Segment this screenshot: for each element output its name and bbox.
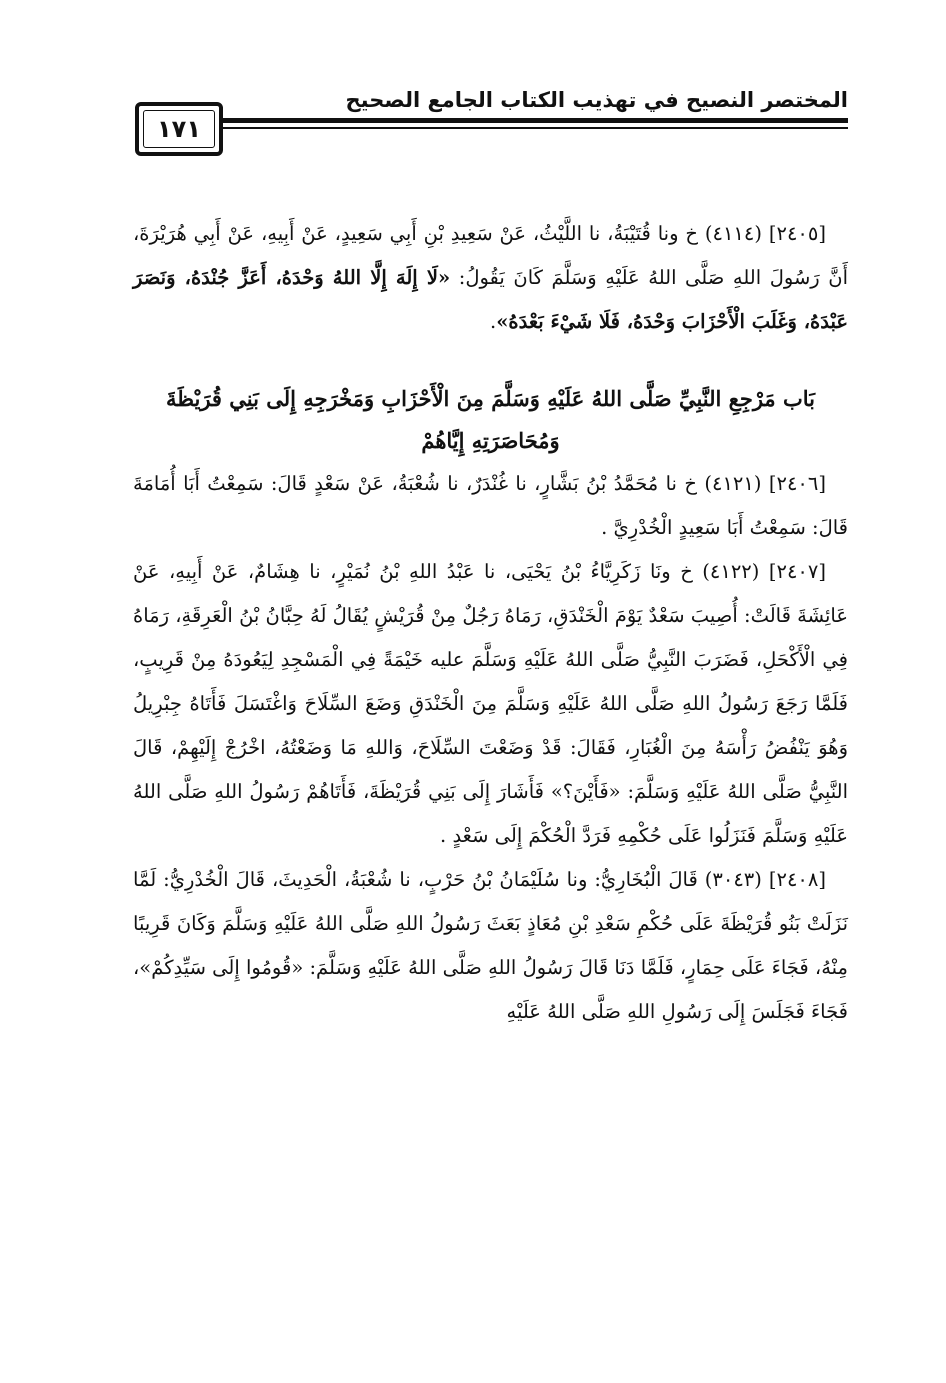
chapter-heading (133, 378, 848, 462)
page-number: ١٧١ (157, 115, 201, 143)
chapter-heading-line-2: وَمُحَاصَرَتِهِ إِيَّاهُمْ (421, 428, 560, 453)
hadith-2407: [٢٤٠٧] (٤١٢٢) خ ونَا زَكَرِيَّاءُ بْنُ يَحْيَى، نا عَبْدُ اللهِ بْنُ نُمَيْرٍ، نا هِشَامٌ، عَنْ أَبِيهِ، عَنْ عَائِشَةَ قَالَتْ: أُصِيبَ سَعْدٌ يَوْمَ الْخَنْدَقِ، رَمَاهُ رَجُلٌ مِنْ قُرَيْشٍ يُقَالُ لَهُ حِبَّانُ بْنُ الْعَرِقَةِ، رَمَاهُ فِي الْأَكْحَلِ، فَضَرَبَ النَّبِيُّ صَلَّى اللهُ عَلَيْهِ وَسَلَّمَ عليه خَيْمَةً فِي الْمَسْجِدِ لِيَعُودَهُ مِنْ قَرِيبٍ، فَلَمَّا رَجَعَ رَسُولُ اللهِ صَلَّى اللهُ عَلَيْهِ وَسَلَّمَ مِنَ الْخَنْدَقِ وَضَعَ السِّلَاحَ وَاغْتَسَلَ فَأَتَاهُ جِبْرِيلُ وَهُوَ يَنْفُضُ رَأْسَهُ مِنَ الْغُبَارِ، فَقَالَ: قَدْ وَضَعْتَ السِّلَاحَ، وَاللهِ مَا وَضَعْتُهُ، اخْرُجْ إِلَيْهِمْ، قَالَ النَّبِيُّ صَلَّى اللهُ عَلَيْهِ وَسَلَّمَ: «فَأَيْنَ؟» فَأَشَارَ إِلَى بَنِي قُرَيْظَةَ، فَأَتَاهُمْ رَسُولُ اللهِ صَلَّى اللهُ عَلَيْهِ وَسَلَّمَ فَنَزَلُوا عَلَى حُكْمِهِ فَرَدَّ الْحُكْمَ إِلَى سَعْدٍ . (133, 560, 848, 847)
running-header-title: المختصر النصيح في تهذيب الكتاب الجامع الصحيح (345, 88, 848, 112)
hadith-2405-isnad: [٢٤٠٥] (٤١١٤) خ ونا قُتَيْبَةُ، نا اللَّيْثُ، عَنْ سَعِيدِ بْنِ أَبِي سَعِيدٍ، عَنْ أَبِيهِ، عَنْ أَبِي هُرَيْرَةَ، أَنَّ رَسُولَ اللهِ صَلَّى اللهُ عَلَيْهِ وَسَلَّمَ كَانَ يَقُولُ: (133, 222, 848, 289)
hadith-2405 (133, 212, 848, 344)
page-body (133, 212, 848, 1034)
hadith-2405-end: . (490, 310, 497, 333)
hadith-2405-quote: «لَا إِلَهَ إِلَّا اللهُ وَحْدَهُ، أَعَزَّ جُنْدَهُ، وَنَصَرَ عَبْدَهُ، وَغَلَبَ الْأَحْزَابَ وَحْدَهُ، فَلَا شَيْءَ بَعْدَهُ» (133, 266, 848, 333)
hadith-2408: [٢٤٠٨] (٣٠٤٣) قَالَ الْبُخَارِيُّ: ونا سُلَيْمَانُ بْنُ حَرْبٍ، نا شُعْبَةُ، الْحَدِيثَ، قَالَ الْخُدْرِيُّ: لَمَّا نَزَلَتْ بَنُو قُرَيْظَةَ عَلَى حُكْمِ سَعْدِ بْنِ مُعَاذٍ بَعَثَ رَسُولُ اللهِ صَلَّى اللهُ عَلَيْهِ وَسَلَّمَ وَكَانَ قَرِيبًا مِنْهُ، فَجَاءَ عَلَى حِمَارٍ، فَلَمَّا دَنَا قَالَ رَسُولُ اللهِ صَلَّى اللهُ عَلَيْهِ وَسَلَّمَ: «قُومُوا إِلَى سَيِّدِكُمْ»، فَجَاءَ فَجَلَسَ إِلَى رَسُولِ اللهِ صَلَّى اللهُ عَلَيْهِ (133, 868, 848, 1023)
header-rule-thin (222, 127, 848, 129)
page-number-box (135, 102, 223, 156)
chapter-heading-line-1: بَاب مَرْجِعِ النَّبِيِّ صَلَّى اللهُ عَلَيْهِ وَسَلَّمَ مِنَ الْأَحْزَابِ وَمَخْرَجِهِ إِلَى بَنِي قُرَيْظَةَ (166, 386, 815, 411)
header-rule-thick (222, 118, 848, 123)
hadith-2406: [٢٤٠٦] (٤١٢١) خ نا مُحَمَّدُ بْنُ بَشَّارٍ، نا غُنْدَرٌ، نا شُعْبَةُ، عَنْ سَعْدٍ قَالَ: سَمِعْتُ أَبَا أُمَامَةَ قَالَ: سَمِعْتُ أَبَا سَعِيدٍ الْخُدْرِيَّ . (133, 472, 848, 539)
